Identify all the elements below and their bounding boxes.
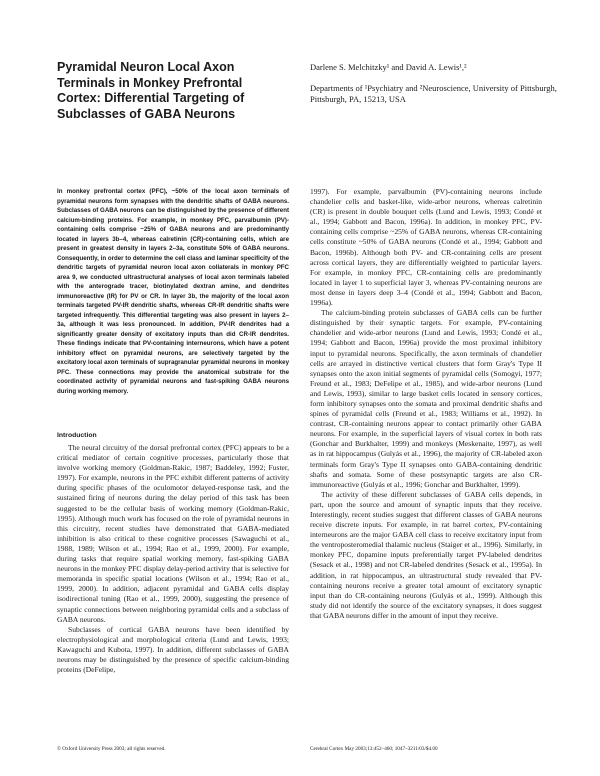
copyright-footer: © Oxford University Press 2003; all rights reserved. — [57, 746, 166, 752]
author-names: Darlene S. Melchitzky¹ and David A. Lewis¹,² — [310, 62, 467, 72]
journal-footer: Cerebral Cortex May 2003;13:452–460; 1047–3211/03/$4.00 — [310, 746, 438, 752]
author-affiliation: Departments of ¹Psychiatry and ²Neuroscience, University of Pittsburgh, Pittsburgh, PA, 15213, USA — [310, 83, 557, 104]
body-paragraph: Subclasses of cortical GABA neurons have been identified by electrophysiological and morphological criteria (Lund and Lewis, 1993; Kawaguchi and Kubota, 1997). In addition, different subclasses of GABA neurons may be distinguished by the presence of specific calcium-binding proteins (DeFelipe, — [57, 624, 289, 675]
body-paragraph: The neural circuitry of the dorsal prefrontal cortex (PFC) appears to be a critical mediator of certain cognitive processes, particularly those that involve working memory (Goldman-Rakic, 1987; Baddeley, 1992; Fuster, 1997). For example, neurons in the PFC exhibit different patterns of activity during specific phases of the oculomotor delayed-response task, and the sustained firing of neurons during the delay period of this task has been suggested to be the cellular basis of working memory (Goldman-Rakic, 1995). Although much work has focused on the role of pyramidal neurons in this circuitry, recent studies have demonstrated that GABA-mediated inhibition is also critical to these cognitive processes (Sawaguchi et al., 1988, 1989; Wilson et al., 1994; Rao et al., 1999, 2000). For example, during tasks that require spatial working memory, fast-spiking GABA neurons in the monkey PFC display delay-period activity that is selective for memoranda in specific spatial locations (Wilson et al., 1994; Rao et al., 1999, 2000). In addition, adjacent pyramidal and GABA cells display isodirectional tuning (Rao et al., 1999, 2000), suggesting the presence of synaptic connections between neighboring pyramidal cells and a subclass of GABA neurons. — [57, 443, 289, 624]
article-title: Pyramidal Neuron Local Axon Terminals in Monkey Prefrontal Cortex: Differential Targeting of Subclasses of GABA Neurons — [57, 60, 245, 121]
body-paragraph: The calcium-binding protein subclasses of GABA cells can be further distinguished by their synaptic targets. For example, PV-containing chandelier and wide-arbor neurons (Lund and Lewis, 1993; Condé et al., 1994; Gabbott and Bacon, 1996a) provide the most proximal inhibitory input to pyramidal neurons. Specifically, the axon terminals of chandelier cells are arrayed in distinctive vertical clusters that form Gray's Type II synapses onto the axon initial segments of pyramidal cells (Somogyi, 1977; Freund et al., 1983; DeFelipe et al., 1985), and wide-arbor neurons (Lund and Lewis, 1993), similar to large basket cells located in sensory cortices, form inhibitory synapses onto the somata and proximal dendritic shafts and spines of pyramidal cells (Freund et al., 1983; Williams et al., 1992). In contrast, CR-containing neurons appear to contact primarily other GABA neurons. For example, in the superficial layers of visual cortex in both rats (Gonchar and Burkhalter, 1999) and monkeys (Meskenaite, 1997), as well as in rat hippocampus (Gulyás et al., 1996), the majority of CR-labeled axon terminals form Gray's Type II synapses onto GABA-containing dendritic shafts and somata. Some of these postsynaptic targets are also CR-immunoreactive (Gulyás et al., 1996; Gonchar and Burkhalter, 1999). — [310, 308, 542, 489]
body-paragraph: The activity of these different subclasses of GABA cells depends, in part, upon the source and amount of synaptic inputs that they receive. Interestingly, recent studies suggest that different classes of GABA neurons receive discrete inputs. For example, in rat barrel cortex, PV-containing interneurons are the major GABA cell class to receive excitatory input from the ventroposteromedial thalamic nucleus (Staiger et al., 1996). Similarly, in monkey PFC, dopamine inputs preferentially target PV-labeled dendrites (Sesack et al., 1998) and not CR-labeled dendrites (Sesack et al., 1995a). In addition, in rat hippocampus, an ultrastructural study revealed that PV-containing neurons receive a greater total amount of excitatory synaptic input than do CR-containing neurons (Gulyás et al., 1999). Although this study did not identify the source of the excitatory synapses, it does suggest that GABA neurons differ in the amount of input they receive. — [310, 489, 542, 620]
abstract: In monkey prefrontal cortex (PFC), ~50% of the local axon terminals of pyramidal neurons form synapses with the dendritic shafts of GABA neurons. Subclasses of GABA neurons can be distinguished by the presence of different calcium-binding proteins. For example, in monkey PFC, parvalbumin (PV)-containing cells comprise ~25% of GABA neurons and are predominantly located in layers 3b–4, whereas calretinin (CR)-containing cells, which are present in greatest density in layers 2–3a, constitute 50% of GABA neurons. Consequently, in order to determine the cell class and laminar specificity of the dendritic targets of pyramidal neuron local axon collaterals in monkey PFC area 9, we conducted ultrastructural analyses of local axon terminals labeled with the anterograde tracer, biotinylated dextran amine, and dendrites immunoreactive (IR) for PV or CR. In layer 3b, the majority of the local axon terminals targeted PV-IR dendritic shafts, whereas CR-IR dendritic shafts were targeted infrequently. This differential targeting was also present in layers 2–3a, although it was less pronounced. In addition, PV-IR dendrites had a significantly greater density of excitatory inputs than did CR-IR dendrites. These findings indicate that PV-containing interneurons, which have a potent inhibitory effect on pyramidal neurons, are selectively targeted by the excitatory local axon terminals of supragranular pyramidal neurons in monkey PFC. These connections may provide the anatomical substrate for the coordinated activity of pyramidal neurons and fast-spiking GABA neurons during working memory. — [57, 188, 289, 395]
left-column — [57, 431, 289, 675]
introduction-heading: Introduction — [57, 432, 97, 439]
right-column — [310, 187, 542, 621]
body-paragraph: 1997). For example, parvalbumin (PV)-containing neurons include chandelier cells and basket-like, wide-arbor neurons, whereas calretinin (CR) is present in double bouquet cells (Lund and Lewis, 1993; Condé et al., 1994; Gabbott and Bacon, 1996a). In addition, in monkey PFC, PV-containing cells comprise ~25% of GABA neurons, whereas CR-containing cells constitute ~50% of GABA neurons (Condé et al., 1994; Gabbott and Bacon, 1996b). Although both PV- and CR-containing cells are present across cortical layers, they are differentially weighted to particular layers. For example, in monkey PFC, CR-containing cells are predominantly located in layer 1 to superficial layer 3, whereas PV-containing neurons are most dense in layers deep 3–4 (Condé et al., 1994; Gabbott and Bacon, 1996a). — [310, 187, 542, 308]
author-block — [310, 62, 560, 105]
